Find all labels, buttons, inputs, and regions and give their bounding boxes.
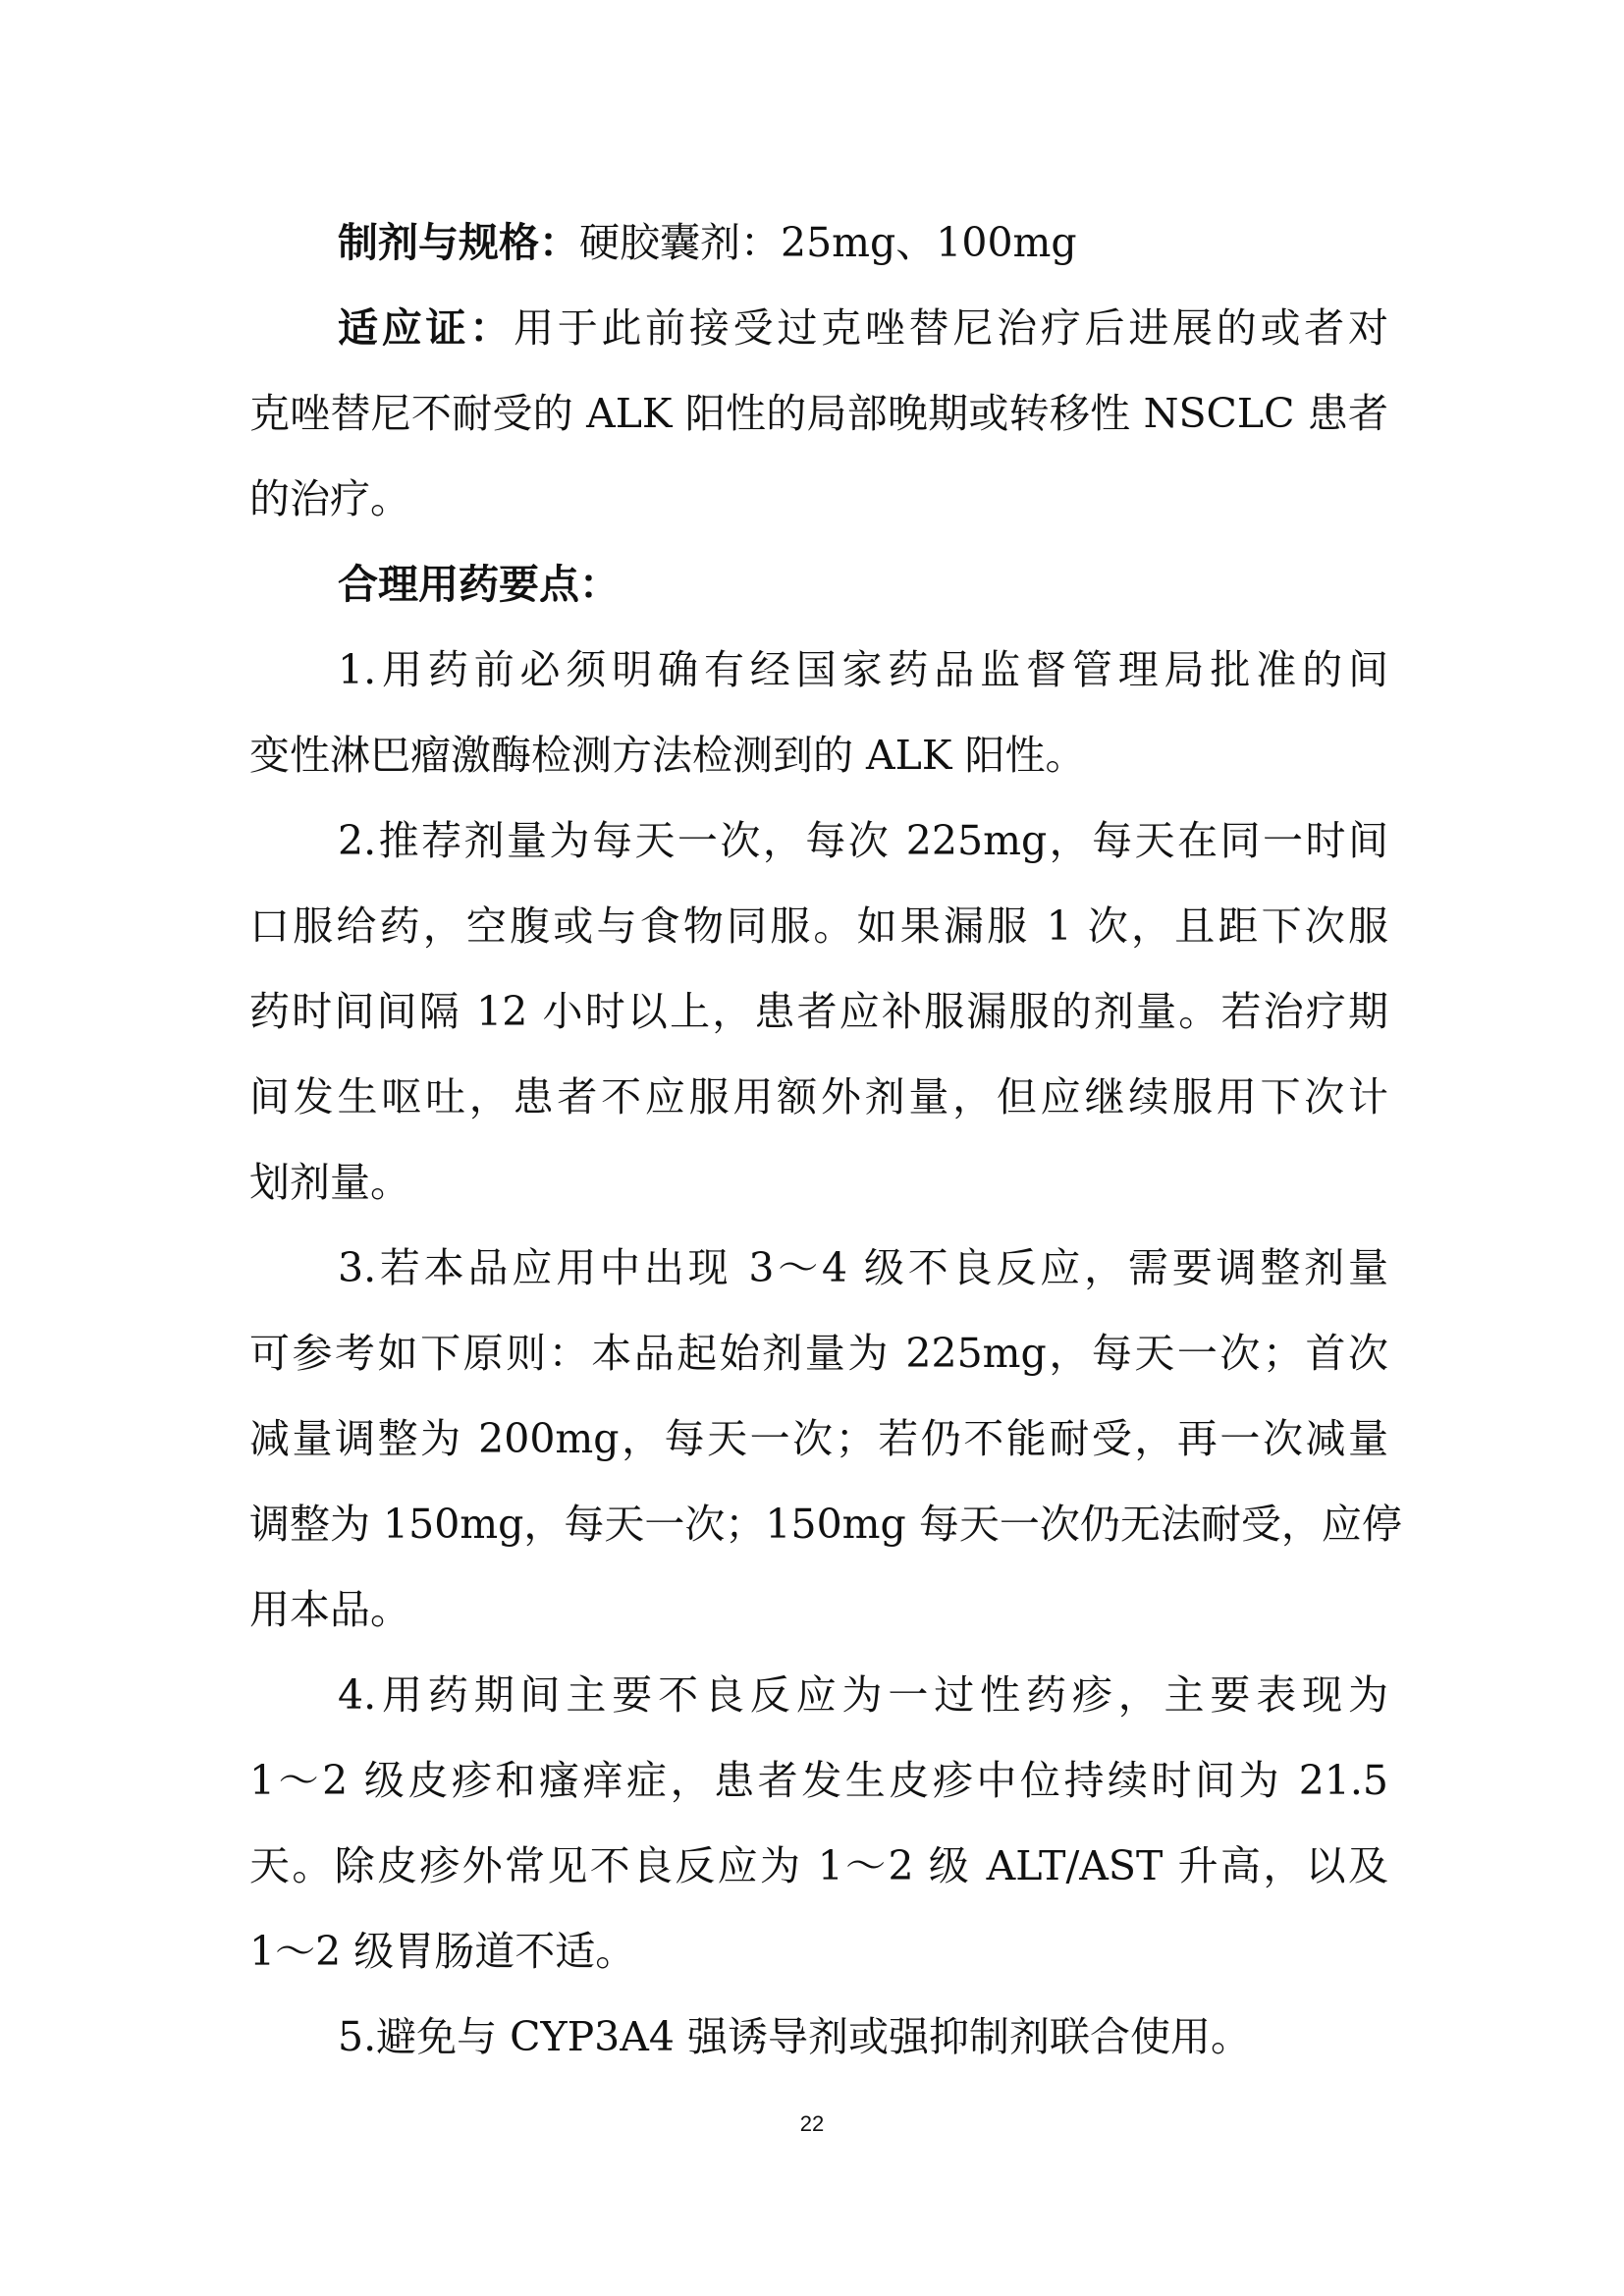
paragraph-line: 药时间间隔 12 小时以上，患者应补服漏服的剂量。若治疗期 — [249, 988, 1388, 1035]
page-number: 22 — [799, 2111, 825, 2136]
paragraph-line: 变性淋巴瘤激酶检测方法检测到的 ALK 阳性。 — [249, 732, 1086, 779]
spec-label: 制剂与规格： — [338, 219, 579, 266]
key-points-heading: 合理用药要点： — [338, 561, 620, 608]
indication-line — [338, 299, 1388, 357]
point-4-line: 4.用药期间主要不良反应为一过性药疹，主要表现为 — [338, 1671, 1388, 1719]
point-2-line: 2.推荐剂量为每天一次，每次 225mg，每天在同一时间 — [338, 817, 1388, 864]
paragraph-line: 用本品。 — [249, 1586, 410, 1633]
paragraph-line: 调整为 150mg，每天一次；150mg 每天一次仍无法耐受，应停 — [249, 1501, 1402, 1548]
paragraph-line: 划剂量。 — [249, 1159, 410, 1206]
paragraph-line: 口服给药，空腹或与食物同服。如果漏服 1 次，且距下次服 — [249, 902, 1388, 950]
paragraph-line: 可参考如下原则：本品起始剂量为 225mg，每天一次；首次 — [249, 1330, 1388, 1377]
paragraph-line: 间发生呕吐，患者不应服用额外剂量，但应继续服用下次计 — [249, 1073, 1388, 1121]
indication-label: 适应证： — [338, 304, 514, 352]
paragraph-line: 天。除皮疹外常见不良反应为 1～2 级 ALT/AST 升高，以及 — [249, 1842, 1388, 1889]
paragraph-line: 减量调整为 200mg，每天一次；若仍不能耐受，再一次减量 — [249, 1415, 1388, 1462]
point-1-line: 1.用药前必须明确有经国家药品监督管理局批准的间 — [338, 646, 1388, 693]
indication-text: 用于此前接受过克唑替尼治疗后进展的或者对 — [513, 304, 1389, 352]
paragraph-line: 的治疗。 — [249, 475, 410, 522]
spec-text: 硬胶囊剂：25mg、100mg — [579, 219, 1077, 266]
spec-line — [338, 213, 1388, 272]
paragraph-line: 克唑替尼不耐受的 ALK 阳性的局部晚期或转移性 NSCLC 患者 — [249, 390, 1388, 437]
point-3-line: 3.若本品应用中出现 3～4 级不良反应，需要调整剂量 — [338, 1244, 1388, 1291]
point-5-line: 5.避免与 CYP3A4 强诱导剂或强抑制剂联合使用。 — [338, 2013, 1251, 2060]
paragraph-line: 1～2 级胃肠道不适。 — [249, 1928, 636, 1975]
paragraph-line: 1～2 级皮疹和瘙痒症，患者发生皮疹中位持续时间为 21.5 — [249, 1757, 1388, 1804]
